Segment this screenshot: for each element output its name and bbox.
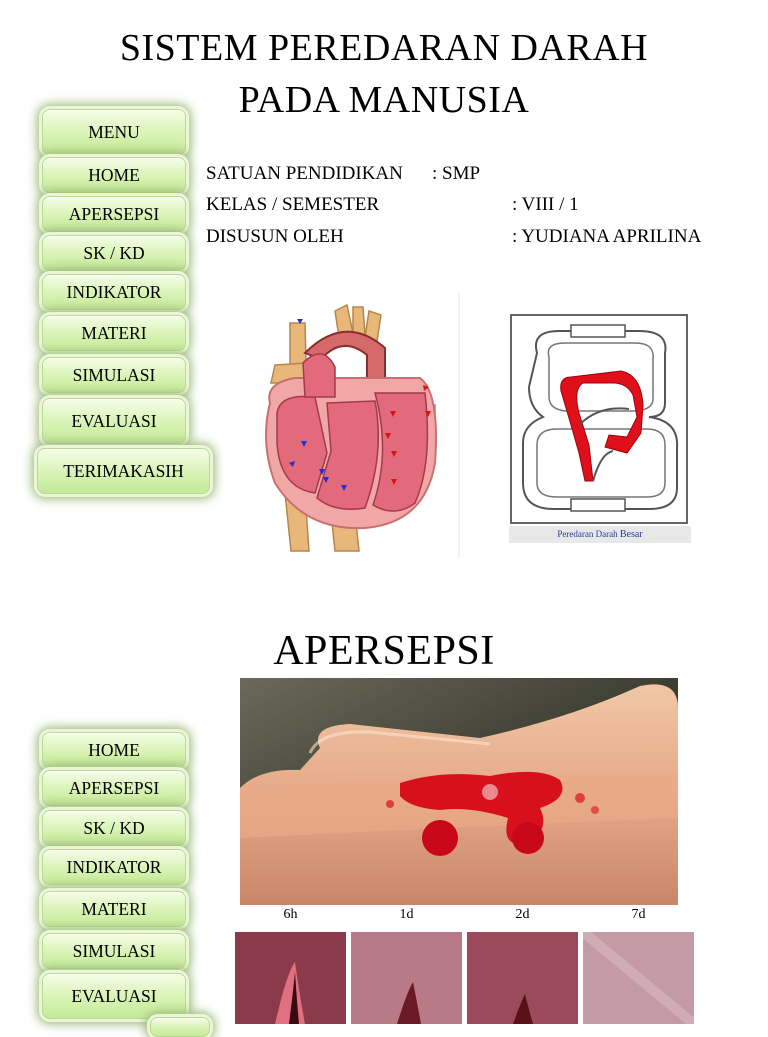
kelas-label: KELAS / SEMESTER <box>206 194 380 215</box>
terimakasih-button[interactable]: TERIMAKASIH <box>37 448 210 494</box>
simulasi-button-2[interactable]: SIMULASI <box>42 933 186 969</box>
circulation-diagram <box>509 313 691 543</box>
healing-image-strip <box>235 905 695 1024</box>
apersepsi-button[interactable]: APERSEPSI <box>42 196 186 232</box>
next-button-partial[interactable] <box>150 1017 210 1037</box>
heart-diagram-image <box>235 293 460 558</box>
title-line-2: PADA MANUSIA <box>238 79 530 121</box>
slide-2-title: APERSEPSI <box>273 628 495 674</box>
diagram-caption <box>509 526 691 543</box>
disusun-label: DISUSUN OLEH <box>206 226 344 247</box>
strip-label-2d: 2d <box>515 907 530 922</box>
strip-label-6h: 6h <box>283 907 298 922</box>
caption-part-2: Besar <box>619 529 643 540</box>
materi-button[interactable]: MATERI <box>42 315 186 351</box>
home-button-2[interactable]: HOME <box>42 732 186 768</box>
wound-6h-image <box>235 932 346 1024</box>
sk-kd-button-2[interactable]: SK / KD <box>42 810 186 846</box>
satuan-label: SATUAN PENDIDIKAN <box>206 163 403 184</box>
wound-1d-image <box>351 932 462 1024</box>
bleeding-finger-photo <box>240 678 678 907</box>
strip-label-7d: 7d <box>631 907 646 922</box>
slide-2 <box>0 575 768 1024</box>
wound-7d-image <box>583 932 694 1024</box>
wound-2d-image <box>467 932 578 1024</box>
evaluasi-button-2[interactable]: EVALUASI <box>42 973 186 1019</box>
evaluasi-button[interactable]: EVALUASI <box>42 398 186 444</box>
materi-button-2[interactable]: MATERI <box>42 891 186 927</box>
indikator-button[interactable]: INDIKATOR <box>42 274 186 310</box>
satuan-value: : SMP <box>432 163 481 184</box>
indikator-button-2[interactable]: INDIKATOR <box>42 849 186 885</box>
strip-label-1d: 1d <box>399 907 414 922</box>
sk-kd-button[interactable]: SK / KD <box>42 235 186 271</box>
kelas-value: : VIII / 1 <box>512 194 579 215</box>
home-button[interactable]: HOME <box>42 157 186 193</box>
disusun-value: : YUDIANA APRILINA <box>512 226 702 247</box>
circulation-diagram-image <box>509 313 691 528</box>
simulasi-button[interactable]: SIMULASI <box>42 357 186 393</box>
title-line-1: SISTEM PEREDARAN DARAH <box>119 27 649 69</box>
menu-button[interactable]: MENU <box>42 109 186 155</box>
apersepsi-button-2[interactable]: APERSEPSI <box>42 770 186 806</box>
caption-part-1: Peredaran Darah <box>557 529 618 539</box>
